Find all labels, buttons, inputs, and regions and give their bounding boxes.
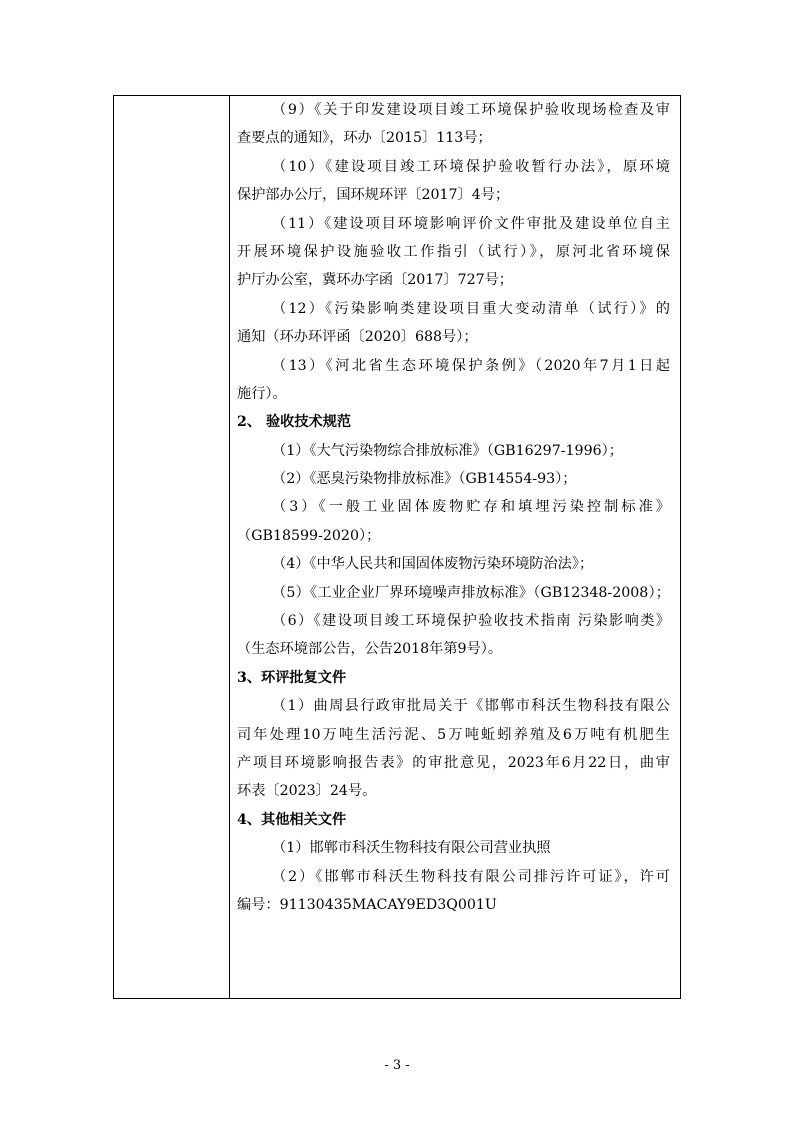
text-line: （13）《河北省生态环境保护条例》（2020年7月1日起	[272, 357, 670, 374]
document-table	[113, 95, 681, 999]
text-line: 护厅办公室，冀环办字函〔2017〕727号；	[237, 272, 513, 289]
text-line: 开展环境保护设施验收工作指引（试行）》，原河北省环境保	[237, 243, 670, 260]
table-content-column	[231, 96, 680, 919]
text-line: 编号：91130435MACAY9ED3Q001U	[237, 896, 497, 913]
text-line: （4）《中华人民共和国固体废物污染环境防治法》；	[272, 556, 594, 573]
section-heading: 4、其他相关文件	[237, 811, 347, 828]
page-number: - 3 -	[384, 1058, 410, 1073]
text-line: （GB18599-2020）；	[237, 527, 381, 544]
text-line: （10）《建设项目竣工环境保护验收暂行办法》，原环境	[272, 158, 670, 175]
text-line: （2）《邯郸市科沃生物科技有限公司排污许可证》，许可	[272, 868, 670, 885]
section-heading: 2、 验收技术规范	[237, 414, 352, 431]
text-line: （5）《工业企业厂界环境噪声排放标准》（GB12348-2008）；	[272, 584, 670, 601]
text-line: 查要点的通知》，环办〔2015〕113号；	[237, 130, 492, 147]
text-line: （11）《建设项目环境影响评价文件审批及建设单位自主	[272, 215, 670, 232]
table-label-column	[114, 96, 230, 998]
text-line: （1）《大气污染物综合排放标准》（GB16297-1996）；	[272, 442, 623, 459]
text-line: （12）《污染影响类建设项目重大变动清单（试行）》的	[272, 300, 670, 317]
text-line: （1）曲周县行政审批局关于《邯郸市科沃生物科技有限公	[272, 698, 670, 715]
text-line: （1）邯郸市科沃生物科技有限公司营业执照	[272, 840, 551, 857]
text-line: 通知（环办环评函〔2020〕688号）；	[237, 329, 478, 346]
text-line: （生态环境部公告，公告2018年第9号）。	[237, 641, 503, 658]
text-line: 环表〔2023〕24号。	[237, 783, 377, 800]
text-line: （9）《关于印发建设项目竣工环境保护验收现场检查及审	[272, 102, 670, 118]
text-line: （3）《一般工业固体废物贮存和填埋污染控制标准》	[272, 499, 670, 516]
section-heading: 3、环评批复文件	[237, 669, 347, 686]
text-line: 产项目环境影响报告表》的审批意见，2023年6月22日，曲审	[237, 754, 670, 771]
text-line: （2）《恶臭污染物排放标准》（GB14554-93）；	[272, 471, 577, 488]
text-line: 保护部办公厅，国环规环评〔2017〕4号；	[237, 187, 510, 204]
text-line: 施行）。	[237, 385, 287, 402]
text-line: 司年处理10万吨生活污泥、5万吨蚯蚓养殖及6万吨有机肥生	[237, 726, 670, 743]
text-line: （6）《建设项目竣工环境保护验收技术指南 污染影响类》	[272, 613, 670, 630]
